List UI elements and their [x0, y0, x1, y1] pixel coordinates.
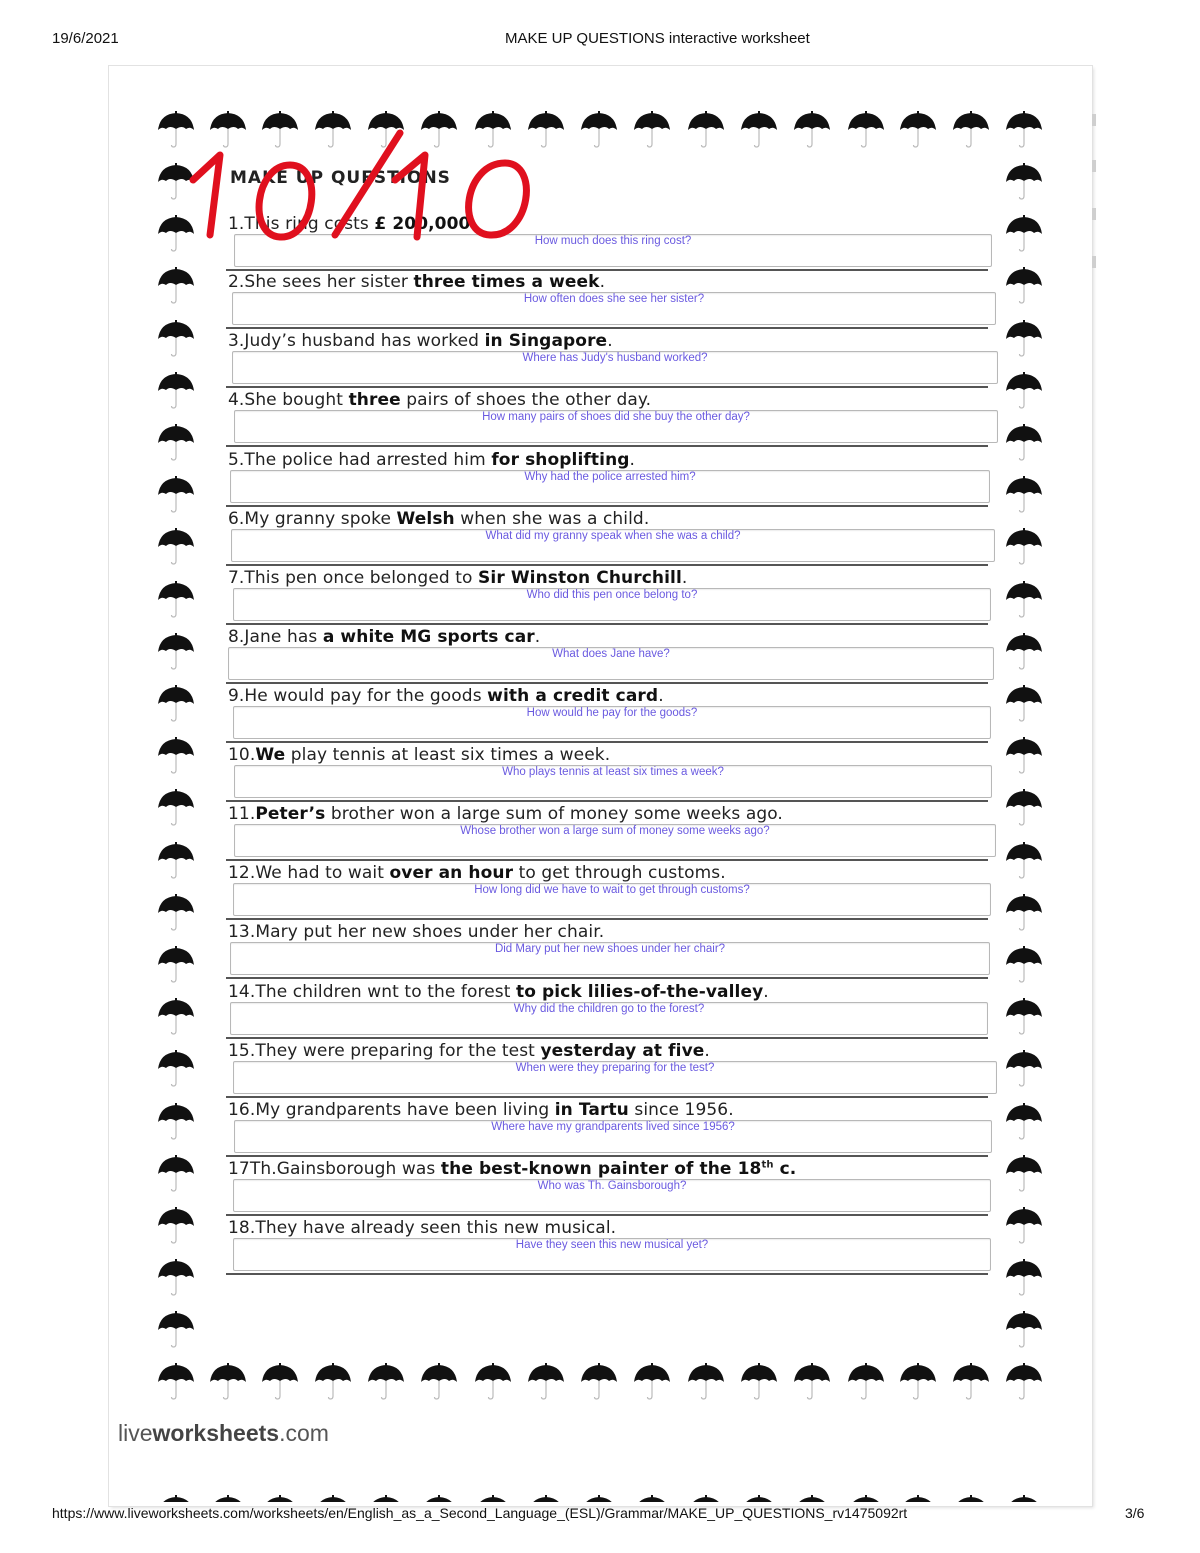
answer-field[interactable] — [233, 588, 991, 621]
question-number: 6. — [228, 509, 245, 529]
question-keyword: three — [348, 390, 401, 410]
question-item — [226, 627, 988, 687]
answer-text: Where have my grandparents lived since 1956? — [491, 1121, 735, 1133]
question-keyword: £ 200,000 — [374, 214, 471, 234]
answer-text: Who did this pen once belong to? — [526, 589, 698, 601]
worksheet-title: MAKE UP QUESTIONS — [230, 168, 451, 188]
question-keyword: Sir Winston Churchill — [478, 568, 682, 588]
question-number: 14. — [228, 982, 256, 1002]
answer-text: Where has Judy's husband worked? — [522, 352, 708, 364]
question-text-post: since 1956. — [628, 1100, 734, 1120]
umbrella-icon — [156, 788, 196, 828]
question-divider — [226, 1273, 988, 1275]
question-number: 9. — [228, 686, 245, 706]
umbrella-icon — [156, 1494, 196, 1502]
answer-field[interactable] — [230, 942, 990, 975]
question-number: 15. — [228, 1041, 256, 1061]
question-text — [228, 627, 540, 647]
question-text-pre: She bought — [244, 390, 349, 410]
umbrella-icon — [1004, 1206, 1044, 1246]
question-text-post: . — [607, 331, 613, 351]
question-item — [226, 450, 988, 510]
question-divider — [226, 269, 988, 271]
print-url: https://www.liveworksheets.com/worksheets/en/English_as_a_Second_Language_(ESL)/Grammar/MAKE_UP_QUESTIONS_rv1475092rt — [52, 1505, 908, 1521]
answer-text: How would he pay for the goods? — [526, 707, 698, 719]
question-keyword: a white MG sports car — [322, 627, 535, 647]
question-divider — [226, 859, 988, 861]
umbrella-icon — [1004, 162, 1044, 202]
answer-field[interactable] — [232, 292, 996, 325]
umbrella-icon — [1004, 110, 1044, 150]
umbrella-icon — [898, 1362, 938, 1402]
umbrella-icon — [951, 110, 991, 150]
umbrella-icon — [1004, 1102, 1044, 1142]
question-number: 7. — [228, 568, 245, 588]
umbrella-icon — [156, 1206, 196, 1246]
question-item — [226, 272, 988, 332]
answer-field[interactable] — [230, 470, 990, 503]
question-item — [226, 1159, 988, 1219]
question-item — [226, 1041, 988, 1101]
answer-field[interactable] — [234, 1120, 992, 1153]
question-divider — [226, 977, 988, 979]
question-text — [228, 982, 769, 1002]
question-text-pre: Jane has — [244, 627, 323, 647]
umbrella-icon — [632, 1494, 672, 1502]
answer-field[interactable] — [234, 824, 996, 857]
umbrella-icon — [1004, 945, 1044, 985]
question-text-post: when she was a child. — [454, 509, 650, 529]
question-text-post: to get through customs. — [513, 863, 726, 883]
question-text — [228, 450, 635, 470]
umbrella-icon — [156, 997, 196, 1037]
question-text-pre: He would pay for the goods — [244, 686, 488, 706]
answer-text: Have they seen this new musical yet? — [515, 1239, 709, 1251]
umbrella-icon — [260, 1494, 300, 1502]
question-text-pre: They were preparing for the test — [255, 1041, 541, 1061]
answer-text: When were they preparing for the test? — [515, 1062, 715, 1074]
answer-text: How often does she see her sister? — [523, 293, 705, 305]
umbrella-icon — [898, 110, 938, 150]
umbrella-icon — [1004, 371, 1044, 411]
print-header — [0, 30, 1200, 50]
question-text-pre: They have already seen this new musical. — [255, 1218, 617, 1238]
question-text-post: . — [470, 214, 476, 234]
question-text-post: . — [681, 568, 688, 588]
umbrella-icon — [419, 1362, 459, 1402]
umbrella-icon — [156, 1258, 196, 1298]
umbrella-icon — [686, 1362, 726, 1402]
brand-worksheets: worksheets — [152, 1420, 280, 1446]
question-keyword: three times a week — [413, 272, 600, 292]
umbrella-icon — [739, 110, 779, 150]
umbrella-icon — [1004, 319, 1044, 359]
question-text-pre: Th.Gainsborough was — [249, 1159, 441, 1179]
question-keyword: the best-known painter of the 18 — [440, 1159, 762, 1179]
question-divider — [226, 918, 988, 920]
question-text-pre: The police had arrested him — [244, 450, 492, 470]
question-text — [228, 1100, 734, 1120]
umbrella-icon — [1004, 841, 1044, 881]
answer-text: Why had the police arrested him? — [524, 471, 696, 483]
umbrella-icon — [898, 1494, 938, 1502]
question-text-pre: This pen once belonged to — [244, 568, 479, 588]
answer-field[interactable] — [233, 1238, 991, 1271]
question-text-post: . — [629, 450, 636, 470]
umbrella-icon — [156, 266, 196, 306]
question-text-pre: Mary put her new shoes under her chair. — [255, 922, 605, 942]
umbrella-icon — [260, 1362, 300, 1402]
umbrella-icon — [156, 945, 196, 985]
answer-text: Who plays tennis at least six times a week? — [502, 766, 724, 778]
question-text — [228, 922, 604, 942]
umbrella-icon — [208, 1494, 248, 1502]
question-keyword: for shoplifting — [491, 450, 630, 470]
answer-field[interactable] — [233, 883, 991, 916]
umbrella-icon — [366, 1362, 406, 1402]
question-keyword-2: c. — [773, 1159, 797, 1179]
umbrella-icon — [1004, 1362, 1044, 1402]
umbrella-icon — [156, 632, 196, 672]
question-keyword: yesterday at five — [540, 1041, 705, 1061]
question-divider — [226, 1155, 988, 1157]
answer-field[interactable] — [233, 706, 991, 739]
question-divider — [226, 386, 988, 388]
question-number: 1. — [228, 214, 245, 234]
umbrella-icon — [579, 110, 619, 150]
question-text-post: . — [763, 982, 769, 1002]
score-annotation — [185, 125, 555, 250]
brand-suffix: .com — [279, 1420, 329, 1446]
answer-text: How many pairs of shoes did she buy the other day? — [482, 411, 750, 423]
umbrella-icon — [156, 580, 196, 620]
print-title: MAKE UP QUESTIONS interactive worksheet — [505, 30, 810, 47]
question-divider — [226, 445, 988, 447]
question-number: 11. — [228, 804, 256, 824]
umbrella-icon — [951, 1362, 991, 1402]
question-keyword: We — [255, 745, 286, 765]
question-text — [228, 331, 613, 351]
question-text-pre: Judy’s husband has worked — [244, 331, 485, 351]
print-date: 19/6/2021 — [52, 30, 119, 47]
question-divider — [226, 505, 988, 507]
umbrella-icon — [156, 684, 196, 724]
question-keyword: with a credit card — [487, 686, 659, 706]
question-divider — [226, 682, 988, 684]
question-text-post: play tennis at least six times a week. — [285, 745, 611, 765]
question-text-post: . — [658, 686, 664, 706]
question-divider — [226, 327, 988, 329]
question-divider — [226, 623, 988, 625]
umbrella-icon — [156, 319, 196, 359]
question-text-pre: The children wnt to the forest — [255, 982, 516, 1002]
umbrella-icon — [526, 1362, 566, 1402]
umbrella-icon — [951, 1494, 991, 1502]
umbrella-icon — [1004, 684, 1044, 724]
question-text — [228, 686, 664, 706]
answer-text: How long did we have to wait to get through customs? — [474, 884, 750, 896]
umbrella-icon — [686, 110, 726, 150]
question-number: 16. — [228, 1100, 256, 1120]
umbrella-icon — [632, 1362, 672, 1402]
question-divider — [226, 564, 988, 566]
question-text-post: . — [704, 1041, 710, 1061]
umbrella-icon — [579, 1494, 619, 1502]
umbrella-icon — [156, 527, 196, 567]
umbrella-icon — [156, 1049, 196, 1089]
umbrella-icon — [366, 1494, 406, 1502]
question-number: 10. — [228, 745, 256, 765]
question-number: 17 — [228, 1159, 250, 1179]
question-item — [226, 922, 988, 982]
umbrella-icon — [1004, 1049, 1044, 1089]
umbrella-icon — [846, 110, 886, 150]
umbrella-icon — [156, 841, 196, 881]
question-item — [226, 686, 988, 746]
umbrella-icon — [792, 1362, 832, 1402]
question-item — [226, 509, 988, 569]
question-divider — [226, 1214, 988, 1216]
umbrella-icon — [686, 1494, 726, 1502]
umbrella-icon — [156, 736, 196, 776]
question-text-pre: My grandparents have been living — [255, 1100, 555, 1120]
umbrella-icon — [632, 110, 672, 150]
print-page-number: 3/6 — [1125, 1505, 1145, 1521]
question-text-pre: She sees her sister — [244, 272, 414, 292]
page-edge-marks — [1092, 110, 1100, 310]
umbrella-icon — [1004, 527, 1044, 567]
umbrella-icon — [1004, 1154, 1044, 1194]
question-text — [228, 509, 649, 529]
umbrella-icon — [739, 1494, 779, 1502]
question-text-post: . — [599, 272, 606, 292]
question-keyword: Welsh — [396, 509, 455, 529]
umbrella-icon — [1004, 475, 1044, 515]
question-item — [226, 1100, 988, 1160]
question-number: 2. — [228, 272, 245, 292]
answer-field[interactable] — [231, 529, 995, 562]
umbrella-icon — [1004, 423, 1044, 463]
liveworksheets-logo[interactable] — [118, 1420, 329, 1447]
question-divider — [226, 1096, 988, 1098]
question-number: 12. — [228, 863, 256, 883]
umbrella-icon — [156, 475, 196, 515]
umbrella-icon — [1004, 997, 1044, 1037]
question-text — [228, 568, 687, 588]
question-item — [226, 804, 988, 864]
umbrella-icon — [1004, 893, 1044, 933]
question-number: 8. — [228, 627, 245, 647]
question-item — [226, 982, 988, 1042]
umbrella-icon — [1004, 736, 1044, 776]
question-item — [226, 568, 988, 628]
umbrella-icon — [1004, 580, 1044, 620]
umbrella-icon — [1004, 1494, 1044, 1502]
question-superscript: th — [761, 1159, 774, 1171]
umbrella-icon — [1004, 632, 1044, 672]
question-number: 18. — [228, 1218, 256, 1238]
question-text — [228, 1159, 796, 1179]
answer-text: Why did the children go to the forest? — [513, 1003, 705, 1015]
question-item — [226, 390, 988, 450]
umbrella-icon — [419, 1494, 459, 1502]
umbrella-icon — [1004, 1258, 1044, 1298]
answer-field[interactable] — [233, 1179, 991, 1212]
question-number: 3. — [228, 331, 245, 351]
question-item — [226, 863, 988, 923]
answer-text: What does Jane have? — [552, 648, 670, 660]
question-text — [228, 390, 651, 410]
umbrella-icon — [1004, 266, 1044, 306]
umbrella-icon — [156, 423, 196, 463]
question-text-post: . — [534, 627, 541, 647]
question-text-pre: My granny spoke — [244, 509, 397, 529]
brand-live: live — [118, 1420, 153, 1446]
question-text-post: brother won a large sum of money some weeks ago. — [325, 804, 783, 824]
umbrella-icon — [1004, 1310, 1044, 1350]
umbrella-icon — [792, 110, 832, 150]
question-divider — [226, 1037, 988, 1039]
answer-field[interactable] — [228, 647, 994, 680]
question-keyword: in Tartu — [554, 1100, 629, 1120]
umbrella-icon — [156, 1154, 196, 1194]
umbrella-icon — [739, 1362, 779, 1402]
umbrella-icon — [792, 1494, 832, 1502]
question-number: 5. — [228, 450, 245, 470]
umbrella-icon — [156, 893, 196, 933]
umbrella-icon — [846, 1494, 886, 1502]
question-number: 13. — [228, 922, 256, 942]
question-text — [228, 272, 605, 292]
question-text — [228, 804, 783, 824]
question-keyword: Peter’s — [255, 804, 326, 824]
umbrella-icon — [526, 1494, 566, 1502]
answer-field[interactable] — [232, 351, 998, 384]
question-item — [226, 745, 988, 805]
answer-field[interactable] — [234, 410, 998, 443]
umbrella-icon — [473, 1362, 513, 1402]
umbrella-icon — [313, 1362, 353, 1402]
question-keyword: in Singapore — [484, 331, 608, 351]
question-text — [228, 863, 726, 883]
question-keyword: over an hour — [389, 863, 514, 883]
answer-field[interactable] — [230, 1002, 988, 1035]
umbrella-icon — [846, 1362, 886, 1402]
umbrella-icon — [1004, 214, 1044, 254]
question-text-pre: This ring costs — [244, 214, 375, 234]
umbrella-icon — [156, 1102, 196, 1142]
answer-field[interactable] — [233, 1061, 997, 1094]
question-number: 4. — [228, 390, 245, 410]
question-text — [228, 1218, 616, 1238]
question-text-post: pairs of shoes the other day. — [400, 390, 652, 410]
question-text — [228, 1041, 710, 1061]
question-divider — [226, 741, 988, 743]
answer-text: Did Mary put her new shoes under her chair? — [494, 943, 726, 955]
question-item — [226, 331, 988, 391]
question-text — [228, 745, 610, 765]
question-keyword: to pick lilies-of-the-valley — [515, 982, 764, 1002]
umbrella-icon — [156, 1310, 196, 1350]
umbrella-icon — [473, 1494, 513, 1502]
question-item — [226, 1218, 988, 1278]
umbrella-icon — [313, 1494, 353, 1502]
answer-text: How much does this ring cost? — [534, 235, 692, 247]
umbrella-icon — [208, 1362, 248, 1402]
question-text-pre: We had to wait — [255, 863, 390, 883]
umbrella-icon — [1004, 788, 1044, 828]
question-divider — [226, 800, 988, 802]
umbrella-icon — [156, 371, 196, 411]
answer-text: Who was Th. Gainsborough? — [537, 1180, 687, 1192]
umbrella-icon — [579, 1362, 619, 1402]
answer-text: What did my granny speak when she was a child? — [485, 530, 741, 542]
umbrella-icon — [156, 1362, 196, 1402]
answer-field[interactable] — [234, 765, 992, 798]
answer-text: Whose brother won a large sum of money some weeks ago? — [460, 825, 770, 837]
